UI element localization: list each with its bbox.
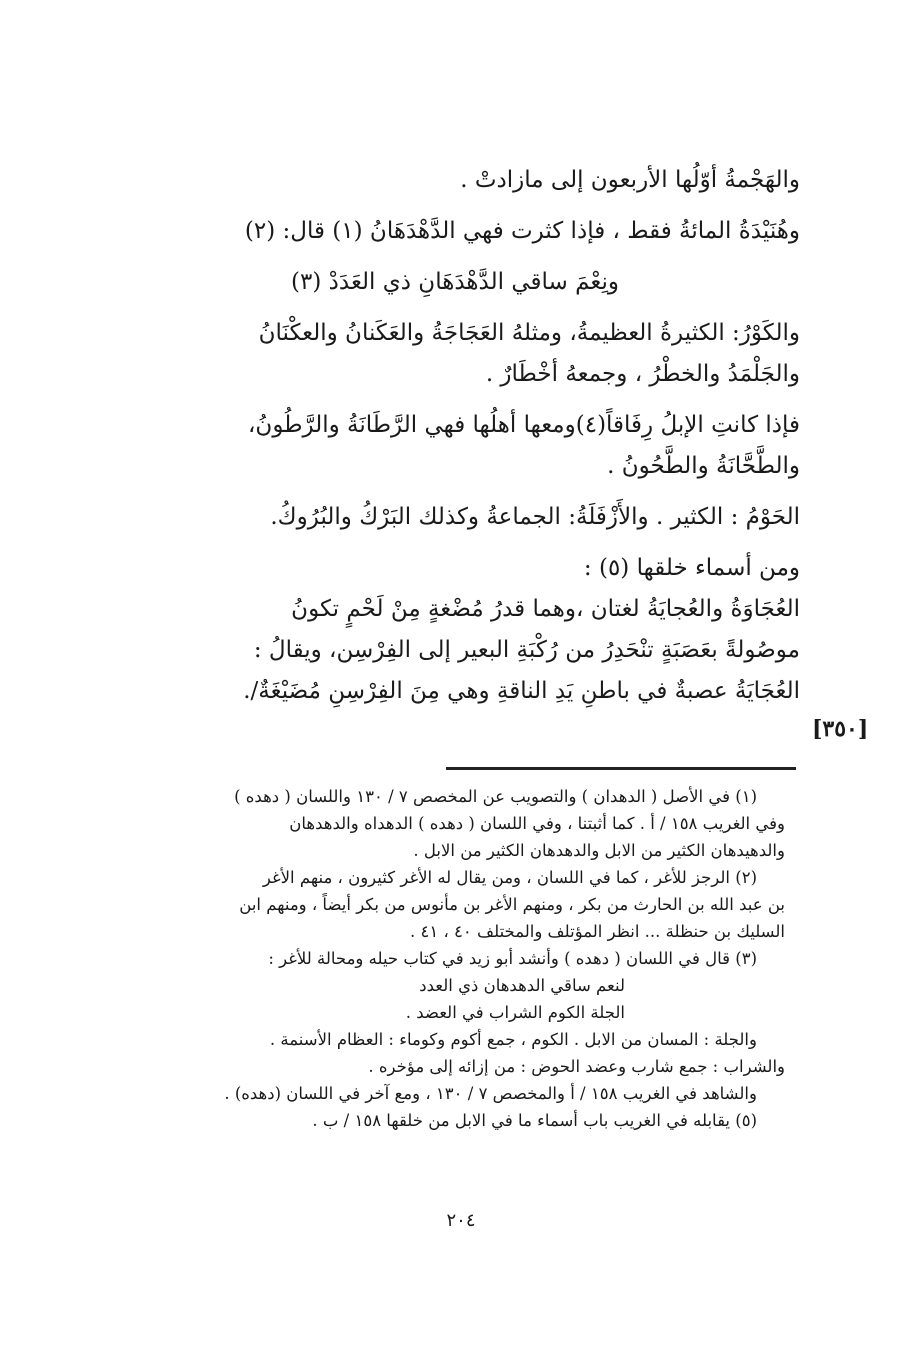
manuscript-folio-reference: [٣٥٠] — [812, 716, 869, 742]
footnote-verse-line: لنعم ساقي الدهدهان ذي العدد — [419, 976, 625, 995]
text-line: فإذا كانتِ الإبلُ رِفَاقاً(٤)ومعها أهلُها فهي الرَّطَانَةُ والرَّطُونُ، — [248, 412, 800, 438]
footnote-line: السليك بن حنظلة ... انظر المؤتلف والمختلف ٤٠ ، ٤١ . — [409, 922, 785, 941]
footnote-line: بن عبد الله بن الحارث من بكر ، ومنهم الأغر بن مأنوس من بكر أيضاً ، ومنهم ابن — [239, 895, 785, 914]
footnote-line: (٥) يقابله في الغريب باب أسماء ما في الابل من خلقها ١٥٨ / ب . — [312, 1111, 757, 1130]
footnote-divider — [446, 767, 796, 770]
footnote-line: وفي الغريب ١٥٨ / أ . كما أثبتنا ، وفي اللسان ( دهده ) الدهداه والدهدهان — [289, 814, 785, 833]
footnote-line: والشاهد في الغريب ١٥٨ / أ والمخصص ٧ / ١٣٠ ، ومع آخر في اللسان (دهده) . — [224, 1084, 757, 1103]
text-line: العُجَايَةُ عصبةٌ في باطنِ يَدِ الناقةِ وهي مِنَ الفِرْسِنِ مُضَيْغَةٌ/. — [243, 678, 800, 704]
footnotes — [120, 783, 785, 1134]
text-line: والكَوْرُ: الكثيرةُ العظيمةُ، ومثلهُ العَجَاجَةُ والعَكَنانُ والعكْنَانُ — [258, 320, 800, 346]
footnote-verse-line: الجلة الكوم الشراب في العضد . — [405, 1003, 625, 1022]
footnote-line: والشراب : جمع شارب وعضد الحوض : من إزائه إلى مؤخره . — [368, 1057, 785, 1076]
footnote-line: (١) في الأصل ( الدهدان ) والتصويب عن المخصص ٧ / ١٣٠ واللسان ( دهده ) — [234, 787, 757, 806]
text-line: موصُولةً بعَصَبَةٍ تنْحَدِرُ من رُكْبَةِ البعير إلى الفِرْسِن، ويقالُ : — [253, 637, 800, 663]
text-line: والطَّحَّانَةُ والطَّحُونُ . — [607, 453, 800, 479]
verse-line: ونِعْمَ ساقي الدَّهْدَهَانِ ذي العَدَدْ (٣) — [291, 269, 619, 295]
text-line: وهُنَيْدَةُ المائةُ فقط ، فإذا كثرت فهي الدَّهْدَهَانُ (١) قال: (٢) — [244, 218, 800, 244]
text-line: والهَجْمةُ أوّلُها الأربعون إلى مازادتْ . — [460, 167, 800, 193]
text-line: ومن أسماء خلقها (٥) : — [583, 555, 800, 581]
text-line: والجَلْمَدُ والخطْرُ ، وجمعهُ أخْطَارٌ . — [485, 361, 800, 387]
text-line: الحَوْمُ : الكثير . والأَزْفَلَةُ: الجماعةُ وكذلك البَرْكُ والبُرُوكُ. — [270, 504, 800, 530]
text-line: العُجَاوَةُ والعُجايَةُ لغتان ،وهما قدرُ مُضْغةٍ مِنْ لَحْمٍ تكونُ — [291, 596, 800, 622]
footnote-line: والجلة : المسان من الابل . الكوم ، جمع أكوم وكوماء : العظام الأسنمة . — [269, 1030, 757, 1049]
page-number: ٢٠٤ — [446, 1210, 476, 1231]
main-text — [110, 160, 800, 712]
footnote-line: (٣) قال في اللسان ( دهده ) وأنشد أبو زيد في كتاب حيله ومحالة للأغر : — [268, 949, 757, 968]
footnote-line: والدهيدهان الكثير من الابل والدهدهان الكثير من الابل . — [413, 841, 785, 860]
footnote-line: (٢) الرجز للأغر ، كما في اللسان ، ومن يقال له الأغر كثيرون ، منهم الأغر — [262, 868, 757, 887]
